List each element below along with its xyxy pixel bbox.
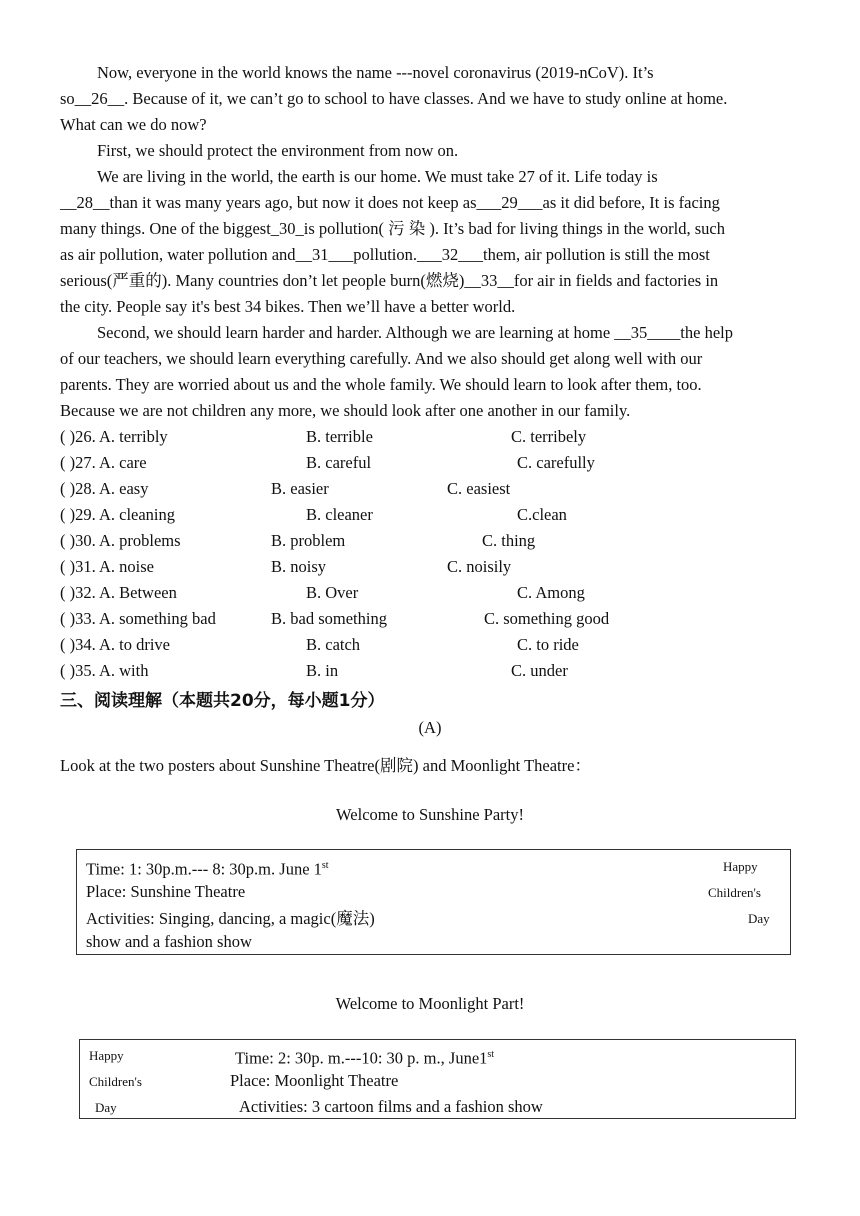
option-c: C.clean	[517, 505, 567, 524]
option-c: C. to ride	[517, 635, 579, 654]
passage-line: We are living in the world, the earth is our home. We must take 27 of it. Life today is	[97, 167, 658, 186]
passage-line: First, we should protect the environment from now on.	[97, 141, 459, 160]
poster1-side-text: Day	[748, 911, 770, 926]
passage-line: the city. People say it's best 34 bikes. Then we’ll have a better world.	[60, 297, 516, 316]
question-29	[60, 502, 800, 528]
passage-line: serious(严重的). Many countries don’t let people burn(燃烧)__33__for air in fields and factories in	[60, 271, 719, 290]
poster1-time-sup: st	[321, 860, 329, 871]
option-c: C. noisily	[447, 557, 512, 576]
option-a: ( )31. A. noise	[60, 557, 154, 576]
question-34	[60, 632, 800, 658]
poster1-activities: Activities: Singing, dancing, a magic(魔法)	[86, 909, 375, 928]
poster1-box	[76, 849, 791, 955]
option-a: ( )28. A. easy	[60, 479, 149, 498]
passage-line: Because we are not children any more, we should look after one another in our family.	[60, 401, 631, 420]
poster2-title: Welcome to Moonlight Part!	[335, 994, 525, 1013]
question-28	[60, 476, 800, 502]
poster1-side-text: Happy	[723, 859, 758, 874]
question-30	[60, 528, 800, 554]
question-list	[60, 424, 800, 684]
passage-line: __28__than it was many years ago, but now it does not keep as___29___as it did before, It is facing	[60, 193, 720, 212]
poster1-side-text: Children's	[708, 885, 761, 900]
poster1-place: Place: Sunshine Theatre	[86, 882, 246, 901]
option-b: B. noisy	[271, 557, 327, 576]
option-c: C. carefully	[517, 453, 595, 472]
intro-text: Look at the two posters about Sunshine Theatre(剧院) and Moonlight Theatre：	[60, 756, 591, 775]
passage-line: so__26__. Because of it, we can’t go to school to have classes. And we have to study online at home.	[60, 89, 728, 108]
option-c: C. something good	[484, 609, 610, 628]
passage-line: many things. One of the biggest_30_is pollution( 污 染 ). It’s bad for living things in the world, such	[60, 219, 725, 238]
option-c: C. Among	[517, 583, 585, 602]
option-a: ( )35. A. with	[60, 661, 149, 680]
option-b: B. easier	[271, 479, 329, 498]
passage-line: parents. They are worried about us and the whole family. We should learn to look after them, too.	[60, 375, 702, 394]
poster2-side-text: Children's	[89, 1074, 142, 1089]
document-page	[60, 60, 800, 684]
poster1-time-text: Time: 1: 30p.m.--- 8: 30p.m. June 1	[86, 859, 322, 879]
option-b: B. careful	[306, 453, 372, 472]
poster1-title: Welcome to Sunshine Party!	[336, 805, 524, 824]
option-a: ( )33. A. something bad	[60, 609, 216, 628]
poster2-place: Place: Moonlight Theatre	[230, 1071, 399, 1090]
option-c: C. thing	[482, 531, 536, 550]
option-b: B. Over	[306, 583, 359, 602]
option-a: ( )27. A. care	[60, 453, 147, 472]
poster2-activities: Activities: 3 cartoon films and a fashion show	[239, 1097, 543, 1116]
option-b: B. problem	[271, 531, 346, 550]
option-a: ( )34. A. to drive	[60, 635, 170, 654]
poster2-time-text: Time: 2: 30p. m.---10: 30 p. m., June1	[235, 1048, 488, 1068]
option-b: B. in	[306, 661, 339, 680]
passage-line: Second, we should learn harder and harder. Although we are learning at home __35____the help	[97, 323, 733, 342]
option-b: B. terrible	[306, 427, 373, 446]
passage-line: Now, everyone in the world knows the name ---novel coronavirus (2019-nCoV). It’s	[97, 63, 654, 82]
question-26	[60, 424, 800, 450]
option-c: C. under	[511, 661, 568, 680]
question-35	[60, 658, 800, 684]
passage-line: What can we do now?	[60, 115, 207, 134]
poster2-box	[79, 1039, 796, 1119]
option-b: B. cleaner	[306, 505, 373, 524]
option-a: ( )32. A. Between	[60, 583, 177, 602]
poster2-time-sup: st	[487, 1049, 495, 1060]
question-31	[60, 554, 800, 580]
poster2-side-text: Day	[95, 1100, 117, 1115]
option-b: B. bad something	[271, 609, 387, 628]
question-33	[60, 606, 800, 632]
section-sub: (A)	[418, 718, 442, 737]
option-a: ( )30. A. problems	[60, 531, 181, 550]
option-c: C. easiest	[447, 479, 511, 498]
option-a: ( )29. A. cleaning	[60, 505, 176, 524]
poster1-activities-cont: show and a fashion show	[86, 932, 252, 951]
option-c: C. terribely	[511, 427, 587, 446]
option-b: B. catch	[306, 635, 361, 654]
question-27	[60, 450, 800, 476]
poster2-side-text: Happy	[89, 1048, 124, 1063]
section-heading: 三、阅读理解（本题共20分，每小题1分）	[60, 691, 385, 711]
option-a: ( )26. A. terribly	[60, 427, 168, 446]
question-32	[60, 580, 800, 606]
passage-line: of our teachers, we should learn everything carefully. And we also should get along well with our	[60, 349, 703, 368]
passage-line: as air pollution, water pollution and__31___pollution.___32___them, air pollution is still the most	[60, 245, 710, 264]
